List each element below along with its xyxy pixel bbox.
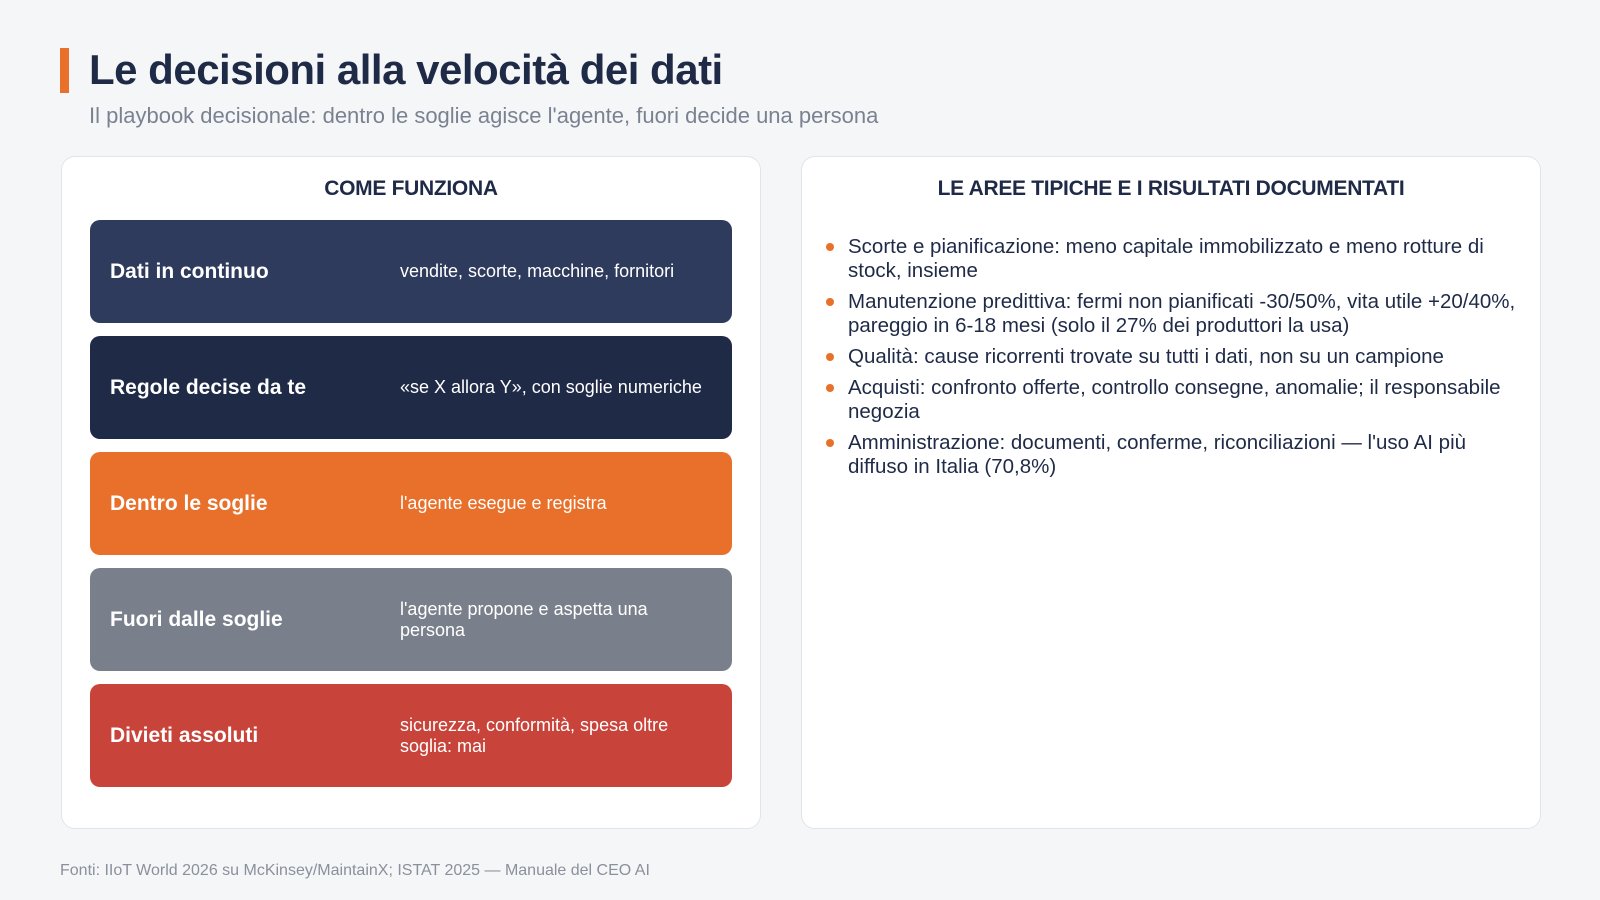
list-item-text: Manutenzione predittiva: fermi non pianificati -30/50%, vita utile +20/40%, pareggio in 6-18 mesi (solo il 27% dei produttori la usa) (848, 290, 1516, 337)
step-description: l'agente propone e aspetta una persona (400, 598, 648, 640)
bullet-dot-icon (826, 298, 834, 306)
step-within-thresholds (90, 452, 732, 555)
list-item-text: Amministrazione: documenti, conferme, riconciliazioni — l'uso AI più diffuso in Italia (70,8%) (848, 431, 1467, 478)
bullet-dot-icon (826, 384, 834, 392)
list-item-text: Qualità: cause ricorrenti trovate su tutti i dati, non su un campione (848, 345, 1444, 368)
step-label: Dati in continuo (110, 259, 269, 283)
step-label: Divieti assoluti (110, 723, 259, 747)
sources-footer: Fonti: IIoT World 2026 su McKinsey/MaintainX; ISTAT 2025 — Manuale del CEO AI (60, 862, 650, 879)
step-description: vendite, scorte, macchine, fornitori (400, 261, 675, 281)
page-title: Le decisioni alla velocità dei dati (89, 46, 723, 93)
step-rules (90, 336, 732, 439)
list-item (824, 376, 1522, 424)
page-subtitle: Il playbook decisionale: dentro le soglie agisce l'agente, fuori decide una persona (89, 103, 879, 128)
step-label: Fuori dalle soglie (110, 607, 283, 631)
list-item (824, 345, 1522, 369)
step-description: l'agente esegue e registra (400, 493, 607, 513)
bullet-dot-icon (826, 353, 834, 361)
list-item-text: Acquisti: confronto offerte, controllo consegne, anomalie; il responsabile negozia (848, 376, 1501, 423)
list-item (824, 290, 1522, 338)
title-accent-bar (60, 48, 69, 93)
list-item (824, 235, 1522, 283)
how-it-works-panel (61, 156, 761, 829)
areas-results-panel (801, 156, 1541, 829)
step-label: Dentro le soglie (110, 491, 268, 515)
list-item-text: Scorte e pianificazione: meno capitale immobilizzato e meno rotture di stock, insieme (848, 235, 1484, 282)
steps-list (90, 220, 732, 800)
bullet-dot-icon (826, 439, 834, 447)
step-continuous-data (90, 220, 732, 323)
how-it-works-heading: COME FUNZIONA (324, 177, 498, 200)
bullet-dot-icon (826, 243, 834, 251)
step-label: Regole decise da te (110, 375, 307, 399)
list-item (824, 431, 1522, 479)
areas-results-heading: LE AREE TIPICHE E I RISULTATI DOCUMENTATI (937, 177, 1405, 200)
areas-list (824, 235, 1522, 486)
step-absolute-bans (90, 684, 732, 787)
step-description: «se X allora Y», con soglie numeriche (400, 377, 702, 397)
step-description: sicurezza, conformità, spesa oltre soglia: mai (400, 714, 669, 756)
step-outside-thresholds (90, 568, 732, 671)
